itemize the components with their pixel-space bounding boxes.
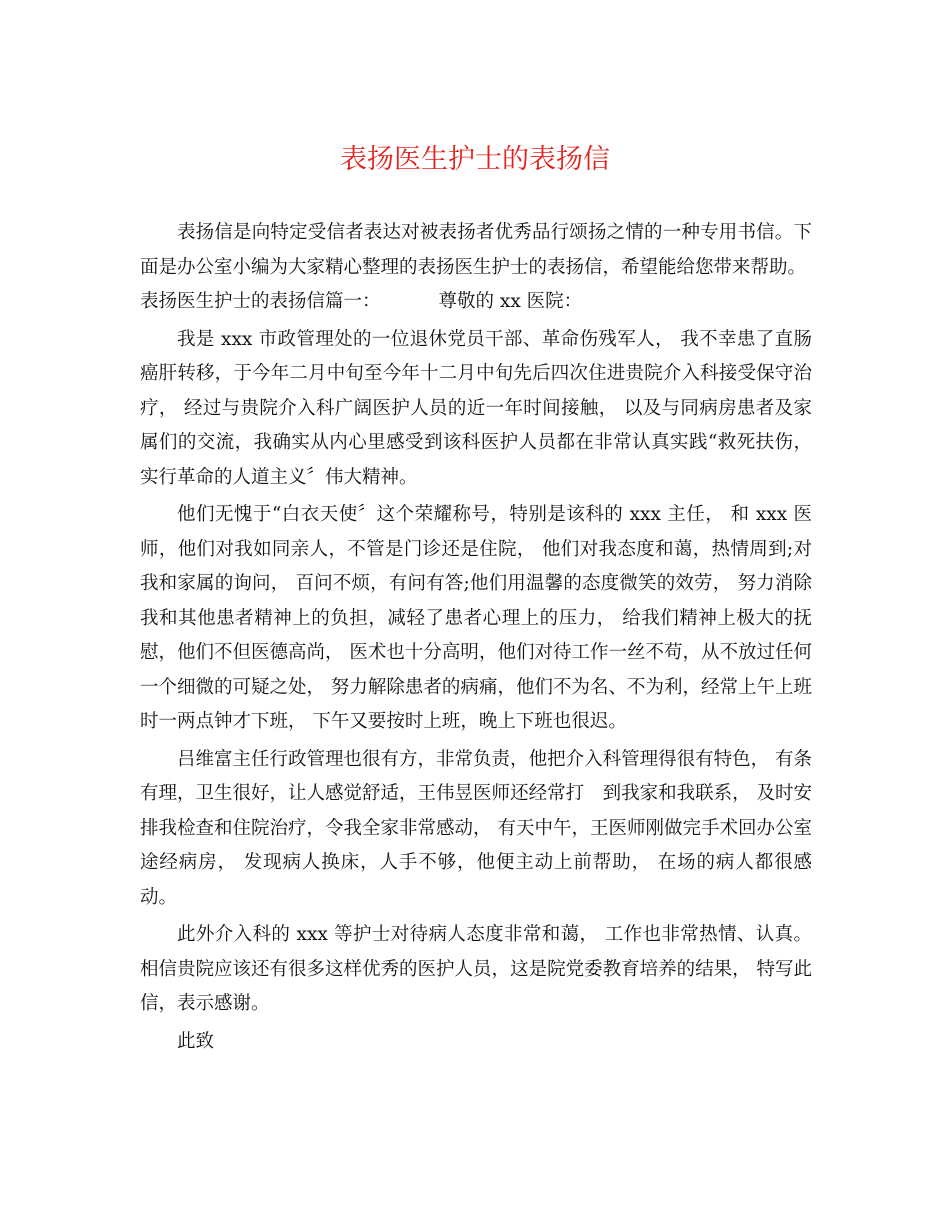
letter-body [140,216,812,1059]
salutation: 尊敬的 xx 医院： [438,291,583,312]
body-paragraph-2: 他们无愧于“白衣天使〞这个荣耀称号，特别是该科的 xxx 主任， 和 xxx 医师，他们对我如同亲人，不管是门诊还是住院， 他们对我态度和蔼，热情周到;对我和家属的询问， 百问不烦，有问有答;他们用温馨的态度微笑的效劳， 努力消除我和其他患者精神上的负担，减轻了患者心理上的压力， 给我们精神上极大的抚慰，他们不但医德高尚， 医术也十分高明，他们对待工作一丝不苟，从不放过任何一个细微的可疑之处， 努力解除患者的病痛，他们不为名、不为利，经常上午上班时一两点钟才下班， 下午又要按时上班，晚上下班也很迟。 [140,504,812,732]
page-title: 表扬医生护士的表扬信 [340,144,610,175]
section-label: 表扬医生护士的表扬信篇一： [140,291,381,312]
body-paragraph-3: 吕维富主任行政管理也很有方，非常负责，他把介入科管理得很有特色， 有条有理，卫生很好，让人感觉舒适，王伟昱医师还经常打 到我家和我联系， 及时安排我检查和住院治疗，令我全家非常感动， 有天中午，王医师刚做完手术回办公室途经病房， 发现病人换床，人手不够，他便主动上前帮助， 在场的病人都很感动。 [140,748,812,908]
intro-paragraph: 表扬信是向特定受信者表达对被表扬者优秀品行颂扬之情的一种专用书信。下面是办公室小编为大家精心整理的表扬医生护士的表扬信，希望能给您带来帮助。 [140,222,812,278]
body-paragraph-1: 我是 xxx 市政管理处的一位退休党员干部、革命伤残军人， 我不幸患了直肠癌肝转移，于今年二月中旬至今年十二月中旬先后四次住进贵院介入科接受保守治疗， 经过与贵院介入科广阔医护人员的近一年时间接触， 以及与同病房患者及家属们的交流，我确实从内心里感受到该科医护人员都在非常认真实践“救死扶伤，实行革命的人道主义〞伟大精神。 [140,328,812,488]
closing-line: 此致 [177,1030,215,1052]
section-heading-line [140,285,812,320]
body-paragraph-4: 此外介入科的 xxx 等护士对待病人态度非常和蔼， 工作也非常热情、认真。相信贵院应该还有很多这样优秀的医护人员，这是院党委教育培养的结果， 特写此信，表示感谢。 [140,924,812,1014]
